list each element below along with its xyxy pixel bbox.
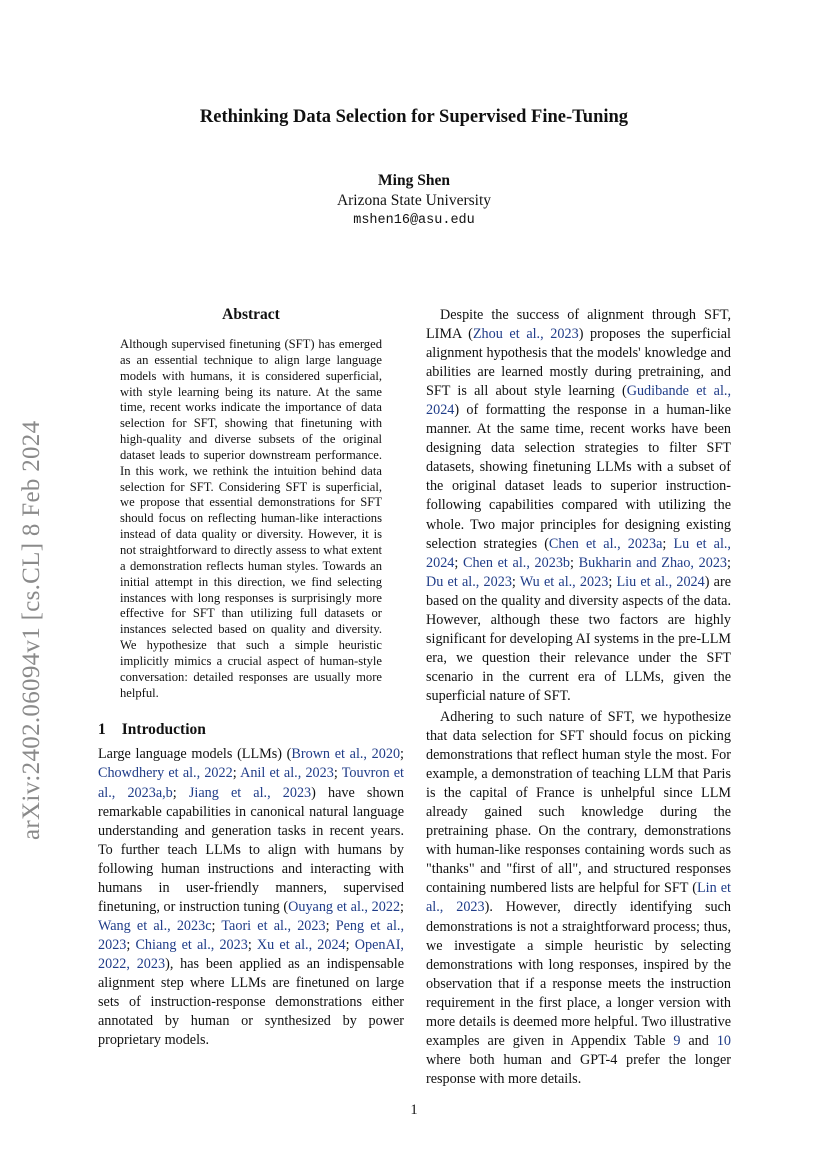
citation-link[interactable]: Jiang et al., 2023 (188, 784, 312, 801)
citation-link[interactable]: Wang et al., 2023c (98, 917, 212, 934)
citation-link[interactable]: Chen et al., 2023a (548, 535, 663, 552)
intro-paragraph-3 (426, 708, 731, 1089)
citation-link[interactable]: Ouyang et al., 2022 (288, 898, 401, 915)
intro-paragraph-1 (98, 745, 404, 1050)
section-number: 1 (98, 721, 106, 739)
text-run: ; (454, 554, 463, 571)
citation-link[interactable]: Peng et al., 2023 (98, 917, 404, 953)
left-column (98, 306, 404, 1050)
citation-link[interactable]: Du et al., 2023 (426, 573, 512, 590)
author-name: Ming Shen (378, 172, 450, 189)
citation-link[interactable]: Lu et al., 2024 (426, 535, 731, 571)
text-run: ; (400, 746, 404, 763)
text-run: ) have shown remarkable capabilities in canonical natural language understanding and generation tasks in recent years. To further teach LLMs to align with humans by following human instructions and interacting with humans in user-friendly manners, supervised finetuning, or instruction tuning ( (98, 784, 404, 915)
citation-link[interactable]: Xu et al., 2024 (256, 936, 346, 953)
paper-title: Rethinking Data Selection for Supervised Fine-Tuning (199, 107, 629, 127)
text-run: ; (345, 936, 355, 953)
text-run: ; (126, 936, 136, 953)
section-title: Introduction (121, 721, 206, 739)
text-run: ) proposes the superficial alignment hypothesis that the models' knowledge and abilities are learned mostly during pretraining, and SFT is all about style learning ( (426, 326, 731, 400)
text-run: ), has been applied as an indispensable alignment step where LLMs are finetuned on large sets of instruction-response demonstrations either annotated by human or synthesized by power proprietary models. (98, 955, 404, 1049)
text-run: ; (727, 554, 731, 571)
author-email[interactable]: mshen16@asu.edu (353, 213, 475, 228)
text-run: ; (570, 554, 579, 571)
text-run: Despite the success of alignment through SFT, LIMA ( (426, 307, 731, 343)
citation-link[interactable]: Zhou et al., 2023 (472, 326, 579, 343)
text-run: Large language models (LLMs) ( (98, 746, 292, 763)
citation-link[interactable]: Chowdhery et al., 2022 (98, 765, 233, 782)
arxiv-stamp: arXiv:2402.06094v1 [cs.CL] 8 Feb 2024 (18, 420, 45, 840)
author-affiliation: Arizona State University (336, 192, 492, 209)
text-run: ; (232, 765, 241, 782)
citation-link[interactable]: Touvron et al., 2023a,b (98, 765, 404, 801)
section-heading-introduction (98, 721, 404, 739)
author-block (0, 171, 828, 231)
text-run: and (680, 1032, 717, 1049)
table-reference-link[interactable]: 9 (673, 1032, 681, 1049)
text-run: Adhering to such nature of SFT, we hypothesize that data selection for SFT should focus on picking demonstrations that reflect human style the most. For example, a demonstration of teaching LLM that Paris is the capital of France is unhelpful since LLM already gained such knowledge during the pretraining phase. On the contrary, demonstrations with human-like responses containing words such as "thanks" and "first of all", and structured responses containing numbered lists are helpful for SFT ( (426, 708, 731, 897)
text-run: ). However, directly identifying such demonstrations is not a straightforward process; thus, we investigate a simple heuristic by selecting demonstrations with long responses, inspired by the observation that if a response meets the instruction requirement in the first place, a longer version with more details is deemed more helpful. Two illustrative examples are given in Appendix Table (426, 899, 732, 1049)
text-run: ) of formatting the response in a human-like manner. At the same time, recent works have been designing data selection strategies to filter SFT datasets, showing finetuning LLMs with a subset of the original dataset leads to superior instruction-following capabilities compared with utilizing the whole. Two major principles for designing existing selection strategies ( (426, 402, 731, 552)
text-run: ; (247, 936, 257, 953)
citation-link[interactable]: Gudibande et al., 2024 (426, 383, 731, 419)
text-run: ; (400, 898, 404, 915)
abstract-heading: Abstract (222, 306, 280, 323)
citation-link[interactable]: Lin et al., 2023 (426, 880, 731, 916)
citation-link[interactable]: OpenAI, 2022, 2023 (98, 936, 404, 972)
citation-link[interactable]: Chiang et al., 2023 (135, 936, 248, 953)
text-run: ) are based on the quality and diversity aspects of the data. However, although these two factors are highly significant for developing AI systems in the pre-LLM era, we question their relevance under the SFT scenario in the current era of LLMs, given the superficial nature of SFT. (426, 573, 732, 704)
table-reference-link[interactable]: 10 (716, 1032, 731, 1049)
citation-link[interactable]: Chen et al., 2023b (463, 554, 571, 571)
right-column (426, 306, 731, 1089)
intro-paragraph-2 (426, 306, 731, 706)
page-number: 1 (410, 1102, 418, 1118)
text-run: ; (511, 573, 520, 590)
text-run: ; (211, 917, 222, 934)
citation-link[interactable]: Wu et al., 2023 (519, 573, 609, 590)
text-run: ; (172, 784, 189, 801)
citation-link[interactable]: Taori et al., 2023 (221, 917, 326, 934)
abstract-text: Although supervised finetuning (SFT) has emerged as an essential technique to align large language models with humans, it is considered superficial, with style learning being its nature. At the same time, recent works indicate the importance of data selection for SFT, showing that finetuning with high-quality and diverse subsets of the original dataset leads to superior downstream performance. In this work, we rethink the intuition behind data selection for SFT. Considering SFT is superficial, we propose that essential demonstrations for SFT should focus on reflecting human-like interactions instead of data quality or diversity. However, it is not straightforward to directly assess to what extent a demonstration reflects human styles. Towards an initial attempt in this direction, we find selecting instances with long responses is surprisingly more effective for SFT than utilizing full datasets or instances selected based on quality and diversity. We hypothesize that such a simple heuristic implicitly mimics a crucial aspect of human-style conversation: detailed responses are usually more helpful. (120, 337, 382, 700)
text-run: ; (325, 917, 336, 934)
text-run: ; (608, 573, 617, 590)
text-run: where both human and GPT-4 prefer the longer response with more details. (426, 1051, 731, 1087)
citation-link[interactable]: Brown et al., 2020 (291, 746, 401, 763)
citation-link[interactable]: Anil et al., 2023 (240, 765, 334, 782)
text-run: ; (662, 535, 674, 552)
citation-link[interactable]: Liu et al., 2024 (616, 573, 705, 590)
citation-link[interactable]: Bukharin and Zhao, 2023 (578, 554, 728, 571)
text-run: ; (333, 765, 342, 782)
